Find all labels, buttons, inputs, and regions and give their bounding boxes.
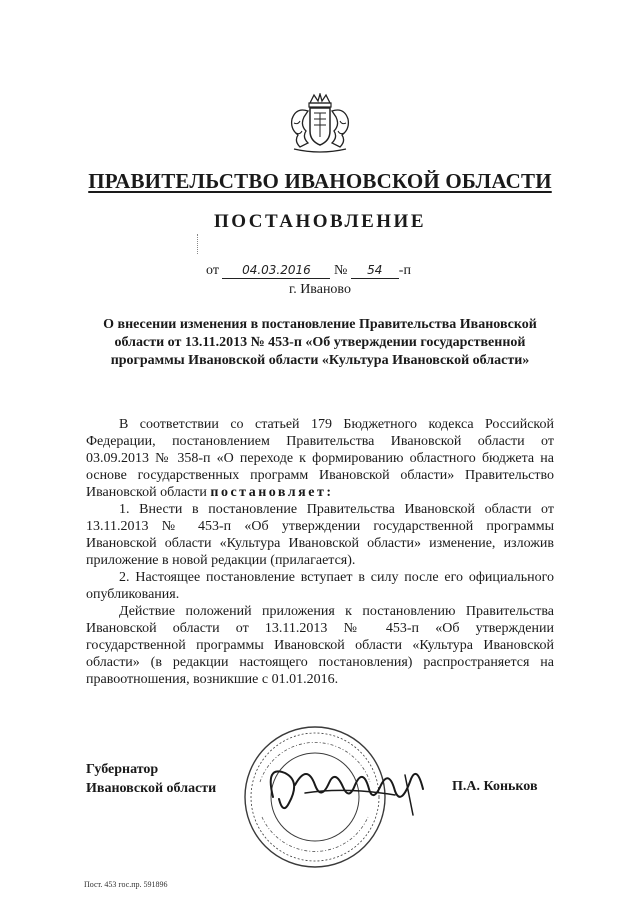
number-field: 54 bbox=[351, 262, 399, 279]
document-type-title: ПОСТАНОВЛЕНИЕ bbox=[213, 211, 427, 232]
body-paragraph-effect: Действие положений приложения к постановлению Правительства Ивановской области от 13.11.2013 № 453-п «Об утверждении государственной программы Ивановской области «Культура Ивановской области» (в редакции настоящего постановления) распространяется на правоотношения, возникшие с 01.01.2016. bbox=[86, 604, 554, 687]
government-title bbox=[0, 169, 640, 194]
signatory-position bbox=[86, 760, 216, 798]
signatory-position-line2: Ивановской области bbox=[86, 781, 217, 796]
body-paragraph bbox=[86, 416, 554, 501]
number-sign: № bbox=[333, 263, 348, 278]
resolution-keyword: постановляет: bbox=[210, 485, 334, 500]
government-title-text: ПРАВИТЕЛЬСТВО ИВАНОВСКОЙ ОБЛАСТИ bbox=[88, 169, 552, 193]
body-intro-text: В соответствии со статьей 179 Бюджетного кодекса Российской Федерации, постановлением Правительства Ивановской области от 03.09.2013 № 358-п «О переходе к формированию областного бюджета на основе государственных программ Ивановской области» Правительство Ивановской области bbox=[86, 417, 554, 500]
body-paragraph-item-2: 2. Настоящее постановление вступает в силу после его официального опубликования. bbox=[86, 570, 554, 602]
date-number-line bbox=[206, 262, 411, 279]
signatory-name: П.А. Коньков bbox=[452, 779, 538, 794]
footer-reference: Пост. 453 гос.пр. 591896 bbox=[84, 880, 168, 889]
date-prefix: от bbox=[206, 263, 219, 278]
handwritten-signature bbox=[255, 745, 435, 825]
number-suffix: -п bbox=[398, 263, 411, 278]
city-line: г. Иваново bbox=[289, 282, 351, 297]
coat-of-arms-emblem bbox=[280, 93, 360, 155]
document-body bbox=[86, 416, 554, 688]
document-subject: О внесении изменения в постановление Правительства Ивановской области от 13.11.2013 № 453-п «Об утверждении государственной программы Ивановской области «Культура Ивановской области» bbox=[103, 317, 537, 368]
body-paragraph-item-1: 1. Внести в постановление Правительства Ивановской области от 13.11.2013 № 453-п «Об утверждении государственной программы Ивановской области «Культура Ивановской области» изменение, изложив приложение в новой редакции (прилагается). bbox=[86, 502, 554, 568]
margin-mark bbox=[197, 234, 200, 254]
signatory-position-line1: Губернатор bbox=[86, 762, 159, 777]
date-field: 04.03.2016 bbox=[222, 262, 330, 279]
